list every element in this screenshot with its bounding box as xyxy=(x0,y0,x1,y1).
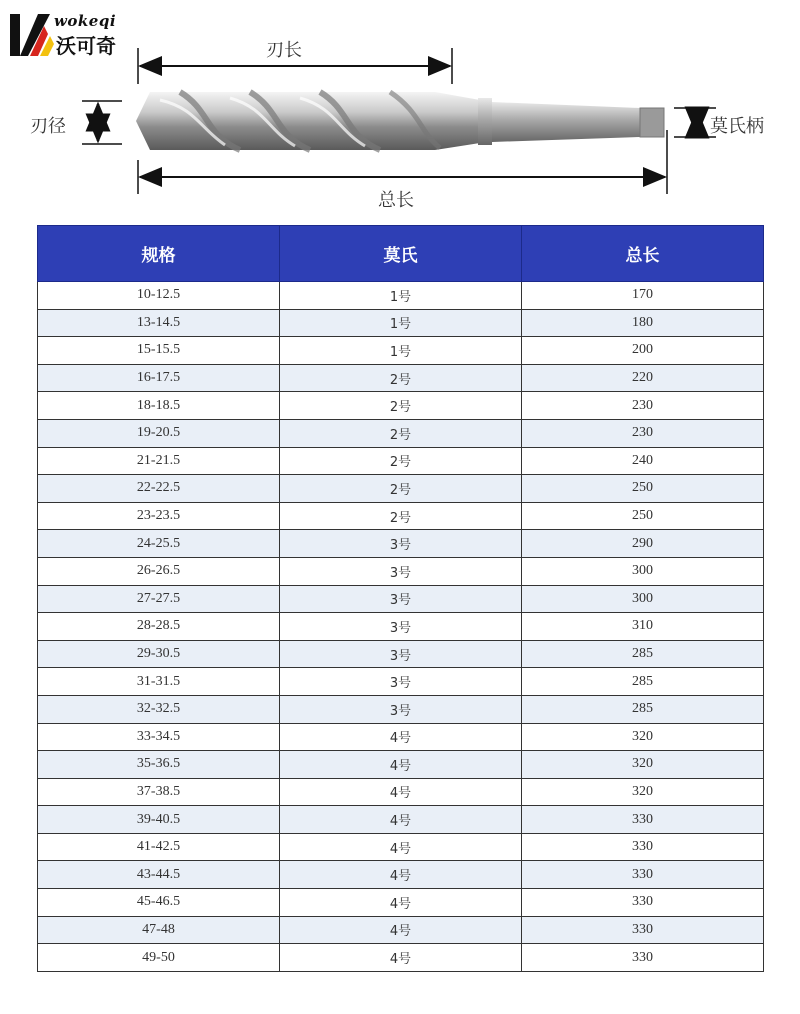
cell-total-length: 330 xyxy=(522,833,764,861)
cell-total-length: 285 xyxy=(522,695,764,723)
cell-spec: 43-44.5 xyxy=(38,861,280,889)
cell-total-length: 200 xyxy=(522,337,764,365)
table-row xyxy=(38,282,764,310)
cell-morse: 2号 xyxy=(280,502,522,530)
blade-diameter-label: 刃径 xyxy=(30,116,66,137)
cell-total-length: 320 xyxy=(522,778,764,806)
cell-spec: 16-17.5 xyxy=(38,364,280,392)
table-row xyxy=(38,916,764,944)
cell-spec: 33-34.5 xyxy=(38,723,280,751)
table-row xyxy=(38,668,764,696)
cell-morse: 3号 xyxy=(280,668,522,696)
cell-morse: 2号 xyxy=(280,475,522,503)
table-row xyxy=(38,585,764,613)
brand-chinese-name: 沃可奇 xyxy=(56,34,116,58)
table-row xyxy=(38,475,764,503)
cell-total-length: 330 xyxy=(522,916,764,944)
cell-spec: 23-23.5 xyxy=(38,502,280,530)
cell-total-length: 285 xyxy=(522,640,764,668)
header-morse: 莫氏 xyxy=(280,226,522,282)
cell-spec: 26-26.5 xyxy=(38,557,280,585)
cell-morse: 3号 xyxy=(280,585,522,613)
table-row xyxy=(38,364,764,392)
table-row xyxy=(38,778,764,806)
cell-spec: 19-20.5 xyxy=(38,419,280,447)
cell-total-length: 330 xyxy=(522,944,764,972)
cell-total-length: 310 xyxy=(522,613,764,641)
cell-morse: 3号 xyxy=(280,613,522,641)
table-row xyxy=(38,889,764,917)
cell-spec: 15-15.5 xyxy=(38,337,280,365)
cell-spec: 18-18.5 xyxy=(38,392,280,420)
cell-morse: 4号 xyxy=(280,833,522,861)
drill-diagram xyxy=(0,0,800,220)
cell-morse: 1号 xyxy=(280,282,522,310)
cell-total-length: 285 xyxy=(522,668,764,696)
cell-morse: 4号 xyxy=(280,806,522,834)
cell-morse: 2号 xyxy=(280,419,522,447)
cell-total-length: 230 xyxy=(522,392,764,420)
cell-spec: 45-46.5 xyxy=(38,889,280,917)
table-row xyxy=(38,613,764,641)
cell-morse: 4号 xyxy=(280,916,522,944)
cell-morse: 2号 xyxy=(280,392,522,420)
cell-total-length: 320 xyxy=(522,723,764,751)
cell-total-length: 220 xyxy=(522,364,764,392)
table-row xyxy=(38,833,764,861)
cell-morse: 1号 xyxy=(280,309,522,337)
cell-spec: 13-14.5 xyxy=(38,309,280,337)
table-row xyxy=(38,557,764,585)
cell-total-length: 330 xyxy=(522,806,764,834)
cell-morse: 4号 xyxy=(280,778,522,806)
table-body xyxy=(38,282,764,972)
table-header-row xyxy=(38,226,764,282)
cell-morse: 4号 xyxy=(280,944,522,972)
header-total-length: 总长 xyxy=(522,226,764,282)
cell-spec: 28-28.5 xyxy=(38,613,280,641)
spec-table xyxy=(37,225,764,972)
cell-morse: 3号 xyxy=(280,640,522,668)
cell-total-length: 300 xyxy=(522,585,764,613)
brand-latin-name: wokeqi xyxy=(54,12,117,30)
cell-total-length: 330 xyxy=(522,861,764,889)
cell-total-length: 300 xyxy=(522,557,764,585)
table-row xyxy=(38,530,764,558)
cell-morse: 4号 xyxy=(280,723,522,751)
cell-total-length: 240 xyxy=(522,447,764,475)
table-row xyxy=(38,337,764,365)
cell-morse: 3号 xyxy=(280,695,522,723)
table-row xyxy=(38,309,764,337)
cell-spec: 39-40.5 xyxy=(38,806,280,834)
cell-total-length: 170 xyxy=(522,282,764,310)
cell-spec: 22-22.5 xyxy=(38,475,280,503)
cell-spec: 24-25.5 xyxy=(38,530,280,558)
cell-spec: 49-50 xyxy=(38,944,280,972)
cell-morse: 3号 xyxy=(280,557,522,585)
table-row xyxy=(38,502,764,530)
table-row xyxy=(38,723,764,751)
cell-total-length: 180 xyxy=(522,309,764,337)
table-row xyxy=(38,944,764,972)
cell-spec: 37-38.5 xyxy=(38,778,280,806)
cell-spec: 27-27.5 xyxy=(38,585,280,613)
cell-spec: 32-32.5 xyxy=(38,695,280,723)
cell-spec: 10-12.5 xyxy=(38,282,280,310)
cell-total-length: 290 xyxy=(522,530,764,558)
cell-morse: 4号 xyxy=(280,889,522,917)
table-row xyxy=(38,806,764,834)
header-spec: 规格 xyxy=(38,226,280,282)
table-row xyxy=(38,695,764,723)
cell-spec: 31-31.5 xyxy=(38,668,280,696)
cell-morse: 3号 xyxy=(280,530,522,558)
cell-morse: 4号 xyxy=(280,861,522,889)
cell-spec: 35-36.5 xyxy=(38,751,280,779)
table-row xyxy=(38,861,764,889)
cell-spec: 41-42.5 xyxy=(38,833,280,861)
table-row xyxy=(38,640,764,668)
cell-spec: 47-48 xyxy=(38,916,280,944)
cell-total-length: 330 xyxy=(522,889,764,917)
cell-spec: 29-30.5 xyxy=(38,640,280,668)
morse-shank-label: 莫氏柄 xyxy=(710,116,764,137)
table-row xyxy=(38,447,764,475)
cell-spec: 21-21.5 xyxy=(38,447,280,475)
cell-morse: 1号 xyxy=(280,337,522,365)
cell-total-length: 230 xyxy=(522,419,764,447)
cell-total-length: 250 xyxy=(522,502,764,530)
cell-morse: 2号 xyxy=(280,447,522,475)
cell-total-length: 320 xyxy=(522,751,764,779)
cell-total-length: 250 xyxy=(522,475,764,503)
table-row xyxy=(38,392,764,420)
total-length-label: 总长 xyxy=(378,190,414,211)
table-row xyxy=(38,419,764,447)
blade-length-label: 刃长 xyxy=(266,40,302,61)
cell-morse: 4号 xyxy=(280,751,522,779)
cell-morse: 2号 xyxy=(280,364,522,392)
table-row xyxy=(38,751,764,779)
